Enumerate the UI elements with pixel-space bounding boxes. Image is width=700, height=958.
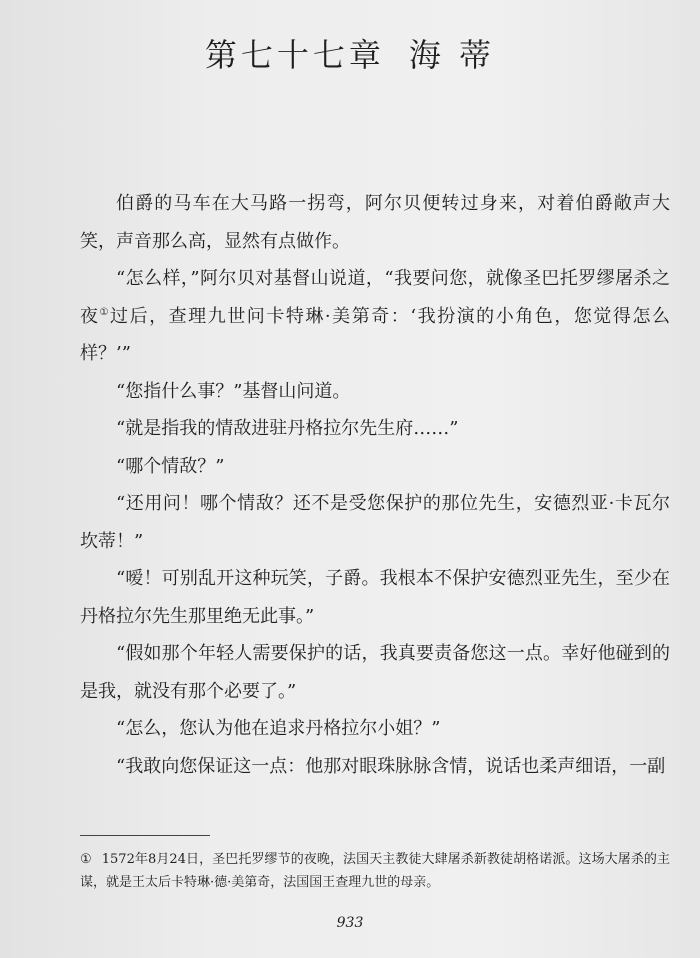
paragraph: “还用问！哪个情敌？还不是受您保护的那位先生，安德烈亚·卡瓦尔坎蒂！” [80, 493, 670, 552]
paragraph: “哪个情敌？” [116, 455, 225, 477]
chapter-name: 海 蒂 [408, 36, 496, 74]
footnote-marker: ① [80, 852, 92, 867]
paragraph [80, 260, 670, 373]
footnote [80, 848, 670, 894]
paragraph: “假如那个年轻人需要保护的话，我真要责备您这一点。幸好他碰到的是我，就没有那个必要了。” [80, 643, 670, 702]
paragraph-text: 过后，查理九世问卡特琳·美第奇：‘我扮演的小角色，您觉得怎么样？’” [80, 305, 670, 364]
footnote-text: 1572年8月24日，圣巴托罗缪节的夜晚，法国天主教徒大肆屠杀新教徒胡格诺派。这场大屠杀的主谋，就是王太后卡特琳·德·美第奇，法国国王查理九世的母亲。 [80, 852, 671, 890]
paragraph: 伯爵的马车在大马路一拐弯，阿尔贝便转过身来，对着伯爵敞声大笑，声音那么高，显然有点做作。 [80, 193, 670, 252]
paragraph: “我敢向您保证这一点：他那对眼珠脉脉含情，说话也柔声细语，一副 [116, 755, 666, 777]
chapter-title [0, 30, 700, 76]
body-text [80, 185, 670, 785]
footnote-reference[interactable]: ① [99, 306, 111, 318]
paragraph: “就是指我的情敌进驻丹格拉尔先生府……” [116, 418, 459, 439]
footnote-divider [80, 835, 210, 836]
paragraph: “怎么，您认为他在追求丹格拉尔小姐？” [116, 718, 441, 739]
paragraph-text: “怎么样，”阿尔贝对基督山说道，“我要问您，就像圣巴托罗缪屠杀之夜 [80, 268, 670, 327]
paragraph: “嗳！可别乱开这种玩笑，子爵。我根本不保护安德烈亚先生，至少在丹格拉尔先生那里绝无此事。” [80, 568, 670, 627]
paragraph: “您指什么事？”基督山问道。 [116, 380, 351, 402]
chapter-number: 第七十七章 [204, 36, 385, 74]
page-number: 933 [336, 915, 364, 931]
